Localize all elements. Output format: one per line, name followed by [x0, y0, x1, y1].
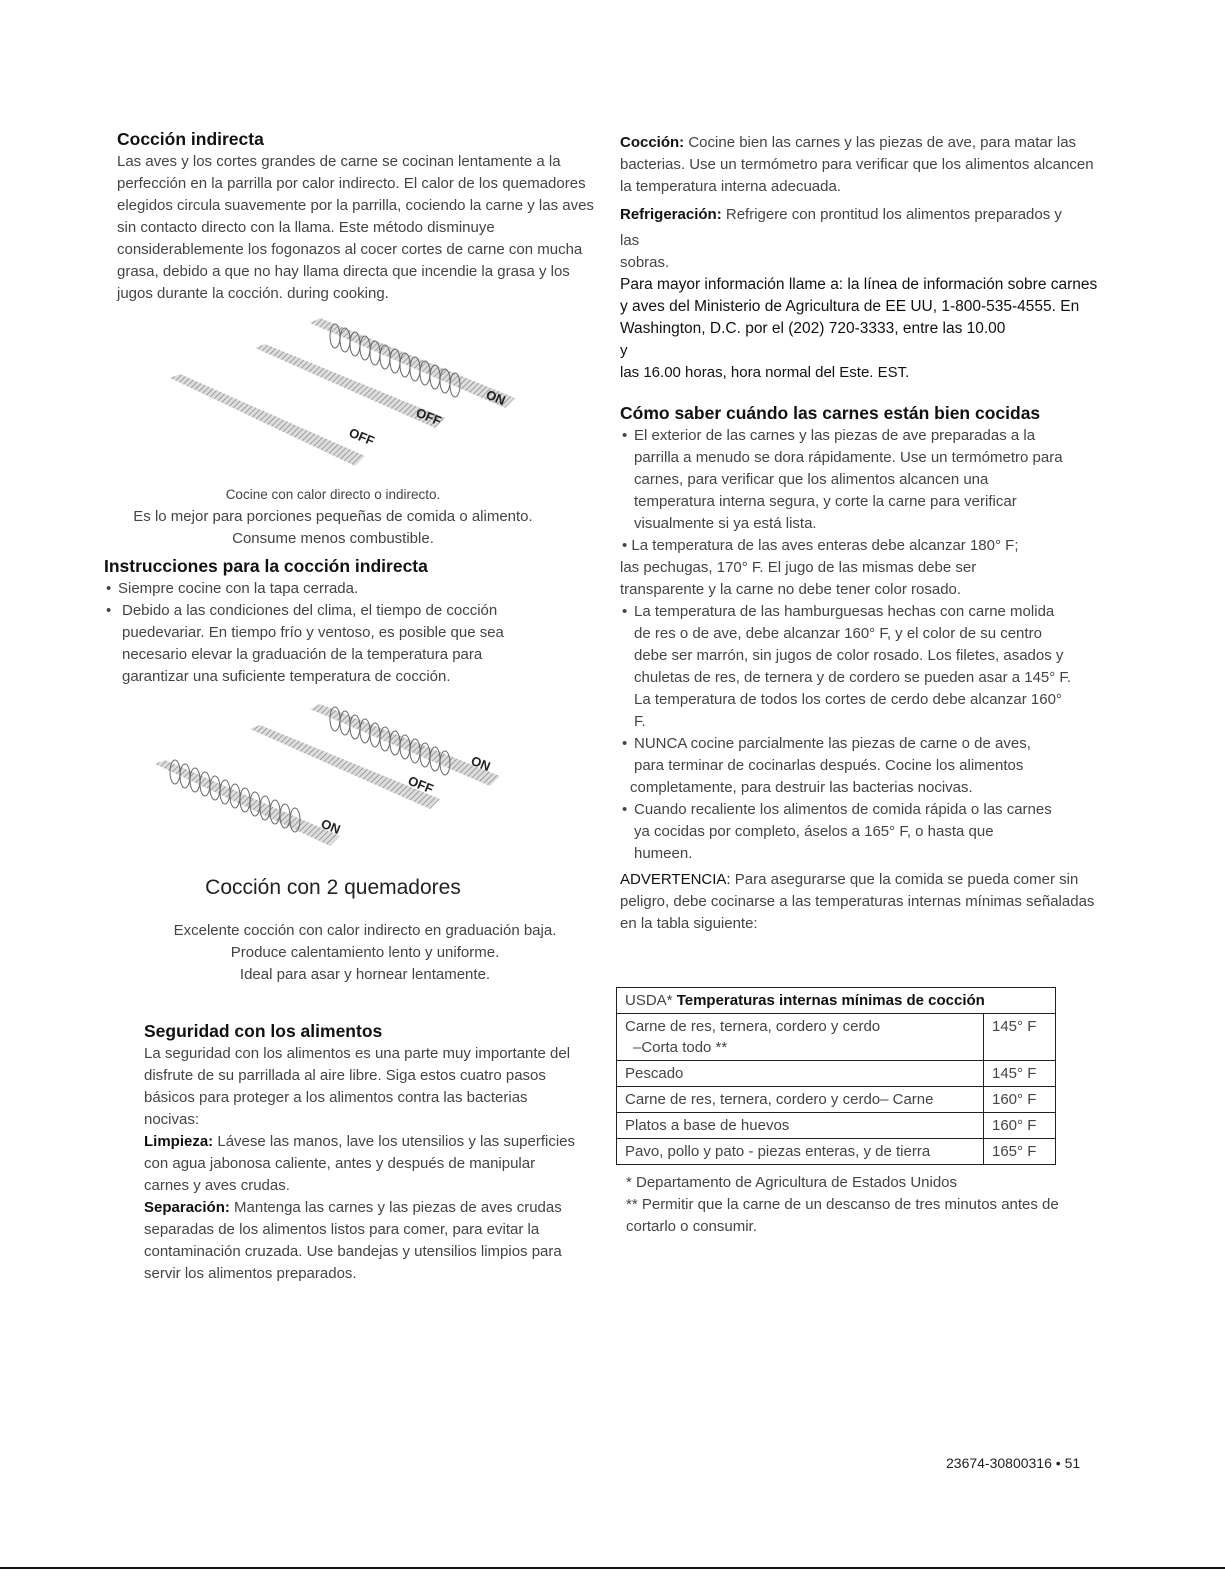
refrigeration-line: sobras.: [620, 254, 670, 271]
food-safety-section: [144, 1020, 580, 1285]
refrigeration-line: las: [620, 232, 640, 249]
burner-tube-2: [250, 725, 440, 809]
figure-2-caption: [120, 920, 610, 986]
doneness-bullet: • Cuando recaliente los alimentos de comida rápida o las carnes ya cocidas por completo, áselos a 165° F, o hasta que humeen.: [622, 801, 1052, 862]
doneness-bullet-cont: completamente, para destruir las bacterias nocivas.: [630, 779, 973, 796]
table-cell-item: Pavo, pollo y pato - piezas enteras, y de tierra: [617, 1139, 984, 1165]
burner-label: OFF: [346, 424, 377, 449]
table-cell-temp: 160° F: [984, 1087, 1056, 1113]
figure-1-caption: [100, 484, 566, 550]
caption-line: Es lo mejor para porciones pequeñas de comida o alimento.: [133, 508, 533, 525]
table-header-row: [617, 988, 1056, 1014]
doneness-bullet: • La temperatura de las aves enteras debe alcanzar 180° F; las pechugas, 170° F. El jugo de las mismas debe ser transparente y la carne no debe tener color rosado.: [620, 537, 1019, 598]
table-cell-item: Carne de res, ternera, cordero y cerdo –Corta todo **: [617, 1014, 984, 1061]
doneness-bullet: • El exterior de las carnes y las piezas de ave preparadas a la parrilla a menudo se dora rápidamente. Use un termómetro para carnes, para verificar que los alimentos alcancen una temperatura interna segura, y corte la carne para verificar visualmente si ya está lista.: [622, 427, 1063, 532]
table-row: [617, 1061, 1056, 1087]
info-line: y: [620, 342, 628, 359]
table-cell-temp: 145° F: [984, 1014, 1056, 1061]
burner-figure-2: [155, 704, 525, 849]
caption-line: Produce calentamiento lento y uniforme.: [230, 944, 500, 961]
table-cell-temp: 165° F: [984, 1139, 1056, 1165]
table-row: [617, 1087, 1056, 1113]
table-header: USDA* Temperaturas internas mínimas de cocción: [617, 988, 1056, 1014]
burner-label: OFF: [413, 404, 444, 429]
temperature-table: [616, 987, 1056, 1165]
burner-tube-1: [310, 318, 515, 408]
burner-tube-3: [155, 760, 340, 846]
table-row: [617, 1139, 1056, 1165]
instruction-bullet: • Debido a las condiciones del clima, el tiempo de cocción puedevariar. En tiempo frío y ventoso, es posible que sea necesario elevar la graduación de la temperatura para garantizar una suficiente temperatura de cocción.: [106, 602, 504, 685]
table-notes: [620, 1172, 1105, 1238]
burner-label: ON: [483, 386, 508, 409]
food-safety-title: Seguridad con los alimentos: [144, 1021, 383, 1041]
indirect-cooking-title: Cocción indirecta: [117, 129, 264, 149]
two-burner-title: Cocción con 2 quemadores: [205, 876, 461, 899]
caption-line: Cocine con calor directo o indirecto.: [225, 487, 441, 502]
right-column: [620, 132, 1102, 935]
table-cell-item: Pescado: [617, 1061, 984, 1087]
page-footer: 23674-30800316 • 51: [946, 1455, 1081, 1471]
safety-intro: La seguridad con los alimentos es una parte muy importante del: [144, 1045, 571, 1062]
info-line: las 16.00 horas, hora normal del Este. EST.: [620, 364, 910, 381]
burner-tube-1: [310, 704, 500, 786]
burner-label: ON: [468, 752, 493, 775]
doneness-title: Cómo saber cuándo las carnes están bien cocidas: [620, 403, 1041, 423]
table-note: * Departamento de Agricultura de Estados Unidos: [626, 1174, 958, 1191]
burner-label: OFF: [405, 772, 436, 797]
doneness-bullet: • NUNCA cocine parcialmente las piezas de carne o de aves, para terminar de cocinarlas después. Cocine los alimentos: [622, 735, 1031, 774]
instruction-bullet: • Siempre cocine con la tapa cerrada.: [106, 580, 359, 597]
temperature-table-wrap: [616, 987, 1056, 1165]
instructions-title: Instrucciones para la cocción indirecta: [104, 556, 428, 576]
safety-intro-cont: disfrute de su parrillada al aire libre. Siga estos cuatro pasos básicos para proteger a los alimentos contra las bacterias nocivas:: [144, 1067, 546, 1128]
doneness-bullet: • La temperatura de las hamburguesas hechas con carne molida de res o de ave, debe alcanzar 160° F, y el color de su centro debe ser marrón, sin jugos de color rosado. Los filetes, asados y chuletas de res, de ternera y de cordero se pueden asar a 145° F. La temperatura de todos los cortes de cerdo debe alcanzar 160° F.: [622, 603, 1072, 730]
bottom-rule: [0, 1567, 1225, 1569]
table-cell-temp: 145° F: [984, 1061, 1056, 1087]
indirect-cooking-body: Las aves y los cortes grandes de carne se cocinan lentamente a la perfección en la parrilla por calor indirecto. El calor de los quemadores elegidos circula suavemente por la parrilla, cociendo la carne y las aves sin contacto directo con la llama. Este método disminuye considerablemente los fogonazos al cocer cortes de carne con mucha grasa, debido a que no hay llama directa que incendie la grasa y los jugos durante la cocción. during cooking.: [117, 153, 594, 302]
warning-paragraph: ADVERTENCIA: Para asegurarse que la comida se pueda comer sin peligro, debe cocinarse a las temperaturas internas mínimas señaladas en la tabla siguiente:: [620, 871, 1095, 932]
burner-figure-1: [170, 318, 530, 468]
separation-step: Separación: Mantenga las carnes y las piezas de aves crudas separadas de los alimentos listos para comer, para evitar la contaminación cruzada. Use bandejas y utensilios limpios para servir los alimentos preparados.: [144, 1199, 562, 1282]
refrigeration-step: Refrigeración: Refrigere con prontitud los alimentos preparados y: [620, 206, 1062, 223]
caption-line: Ideal para asar y hornear lentamente.: [239, 966, 491, 983]
table-cell-item: Carne de res, ternera, cordero y cerdo– Carne: [617, 1087, 984, 1113]
info-paragraph: Para mayor información llame a: la línea de información sobre carnes y aves del Ministerio de Agricultura de EE UU, 1-800-535-4555. En Washington, D.C. por el (202) 720-3333, entre las 10.00: [620, 276, 1098, 337]
burner-label: ON: [318, 815, 343, 838]
table-cell-temp: 160° F: [984, 1113, 1056, 1139]
table-row: [617, 1113, 1056, 1139]
table-note: ** Permitir que la carne de un descanso de tres minutos antes de cortarlo o consumir.: [626, 1196, 1059, 1235]
table-cell-item: Platos a base de huevos: [617, 1113, 984, 1139]
instructions-section: [104, 555, 544, 688]
caption-line: Excelente cocción con calor indirecto en graduación baja.: [173, 922, 557, 939]
cooking-step: Cocción: Cocine bien las carnes y las piezas de ave, para matar las bacterias. Use un termómetro para verificar que los alimentos alcancen la temperatura interna adecuada.: [620, 134, 1094, 195]
caption-line: Consume menos combustible.: [232, 530, 434, 547]
cleaning-step: Limpieza: Lávese las manos, lave los utensilios y las superficies con agua jabonosa caliente, antes y después de manipular carnes y aves crudas.: [144, 1133, 576, 1194]
burner-tube-3: [170, 374, 365, 466]
left-column: [117, 128, 607, 305]
table-row: [617, 1014, 1056, 1061]
